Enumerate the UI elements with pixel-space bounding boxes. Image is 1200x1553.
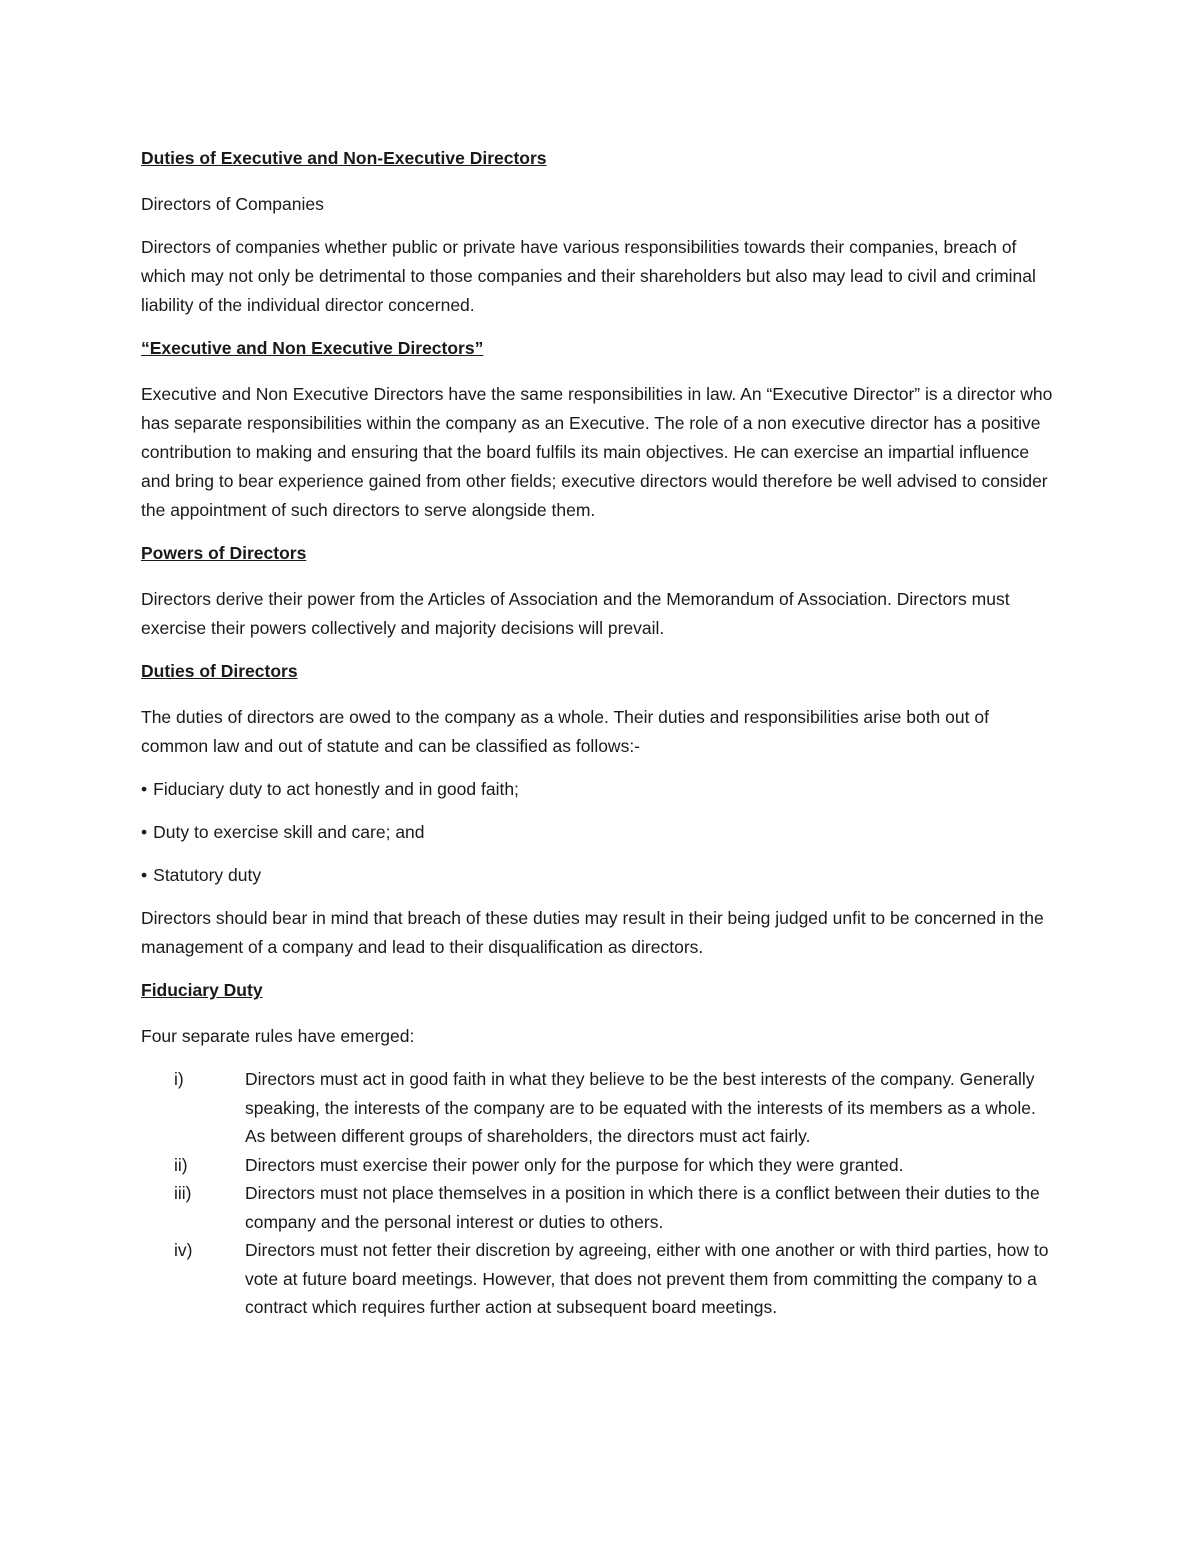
document-title: Duties of Executive and Non-Executive Directors — [141, 148, 547, 168]
executive-paragraph: Executive and Non Executive Directors have the same responsibilities in law. An “Executive Director” is a director who has separate responsibilities within the company as an Executive. The role of a non executive director has a positive contribution to making and ensuring that the board fulfils its main objectives. He can exercise an impartial influence and bring to bear experience gained from other fields; executive directors would therefore be well advised to consider the appointment of such directors to serve alongside them. — [141, 384, 1053, 520]
duties-paragraph: The duties of directors are owed to the company as a whole. Their duties and responsibilities arise both out of common law and out of statute and can be classified as follows:- — [141, 707, 989, 756]
intro-paragraph: Directors of companies whether public or private have various responsibilities towards their companies, breach of which may not only be detrimental to those companies and their shareholders but also may lead to civil and criminal liability of the individual director concerned. — [141, 237, 1036, 315]
section-heading-fiduciary: Fiduciary Duty — [141, 980, 263, 1000]
section-heading-executive: “Executive and Non Executive Directors” — [141, 338, 484, 358]
bullet-text: Fiduciary duty to act honestly and in good faith; — [153, 779, 519, 799]
rule-number: iii) — [174, 1183, 192, 1203]
rule-number: ii) — [174, 1154, 188, 1175]
bullet-text: Statutory duty — [153, 865, 262, 885]
bullet-item — [141, 861, 1060, 890]
duties-closing-paragraph: Directors should bear in mind that breach of these duties may result in their being judged unfit to be concerned in the management of a company and lead to their disqualification as directors. — [141, 908, 1044, 957]
rule-item — [141, 1065, 1060, 1151]
rule-text: Directors must not place themselves in a position in which there is a conflict between their duties to the company and the personal interest or duties to others. — [245, 1183, 1040, 1232]
rule-number: i) — [174, 1069, 184, 1089]
bullet-item — [141, 775, 1060, 804]
rule-item — [141, 1236, 1060, 1322]
document-subtitle: Directors of Companies — [141, 194, 324, 214]
section-heading-powers: Powers of Directors — [141, 543, 307, 563]
bullet-text: Duty to exercise skill and care; and — [153, 822, 425, 842]
powers-paragraph: Directors derive their power from the Articles of Association and the Memorandum of Association. Directors must exercise their powers collectively and majority decisions will prevail. — [141, 589, 1010, 638]
rule-item — [141, 1179, 1060, 1236]
rule-item — [141, 1151, 1060, 1180]
rule-number: iv) — [174, 1240, 193, 1260]
rule-text: Directors must not fetter their discretion by agreeing, either with one another or with third parties, how to vote at future board meetings. However, that does not prevent them from committing the company to a contract which requires further action at subsequent board meetings. — [245, 1240, 1049, 1317]
rule-text: Directors must act in good faith in what they believe to be the best interests of the company. Generally speaking, the interests of the company are to be equated with the interests of its members as a whole. As between different groups of shareholders, the directors must act fairly. — [245, 1069, 1036, 1146]
section-heading-duties: Duties of Directors — [141, 661, 298, 681]
bullet-icon: • — [141, 822, 148, 842]
bullet-item — [141, 818, 1060, 847]
rule-text: Directors must exercise their power only for the purpose for which they were granted. — [245, 1154, 904, 1175]
bullet-icon: • — [141, 779, 148, 799]
rules-list — [141, 1065, 1060, 1322]
fiduciary-intro: Four separate rules have emerged: — [141, 1026, 415, 1046]
bullet-icon: • — [141, 865, 148, 885]
